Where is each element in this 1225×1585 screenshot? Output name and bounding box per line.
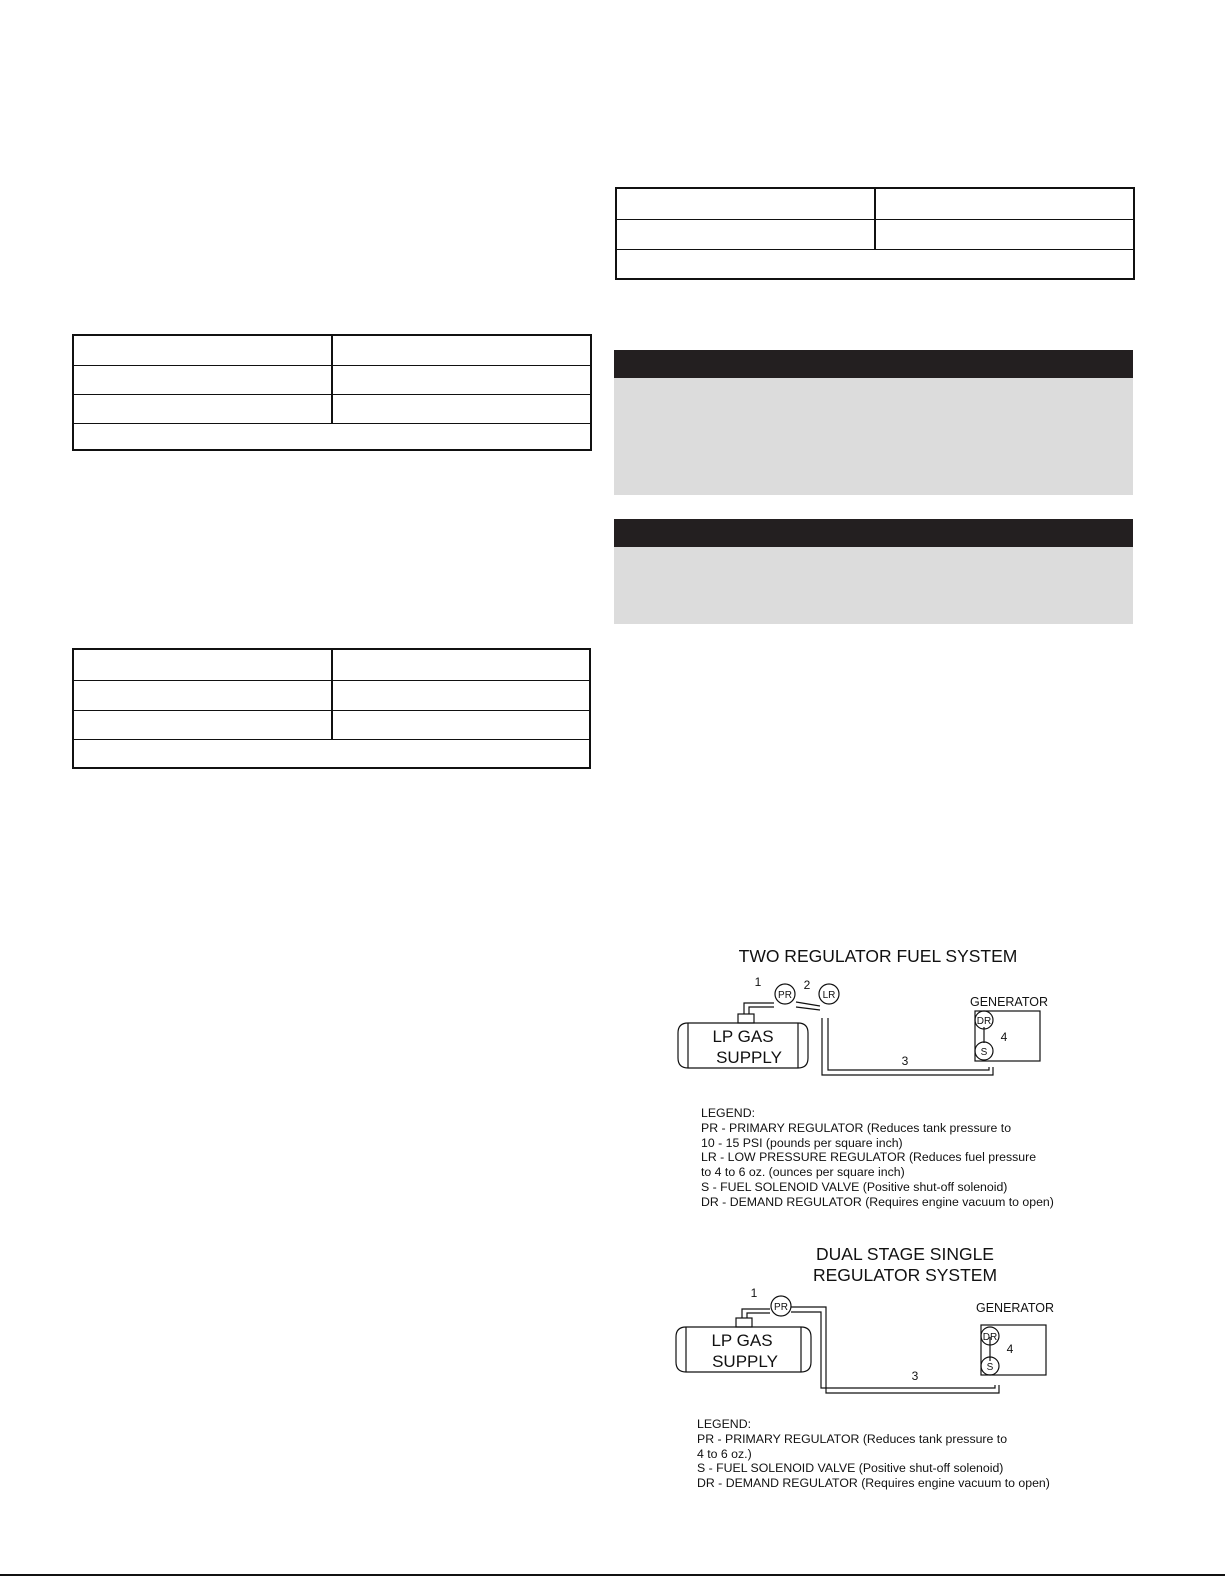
diagram2-legend <box>697 1417 1050 1491</box>
table-row <box>74 336 590 365</box>
tank-label-line1: LP GAS <box>711 1331 773 1350</box>
table-row <box>617 219 1133 249</box>
diagram2-schematic <box>670 1283 1070 1403</box>
tank-label-line1: LP GAS <box>712 1027 774 1046</box>
legend-line: 10 - 15 PSI (pounds per square inch) <box>701 1135 903 1150</box>
table-row <box>74 423 590 424</box>
tank-label-line2: SUPPLY <box>716 1048 782 1067</box>
pipe-number-3: 3 <box>911 1369 919 1383</box>
pipe-number-4: 4 <box>1000 1030 1008 1044</box>
table-left-1 <box>72 334 592 451</box>
legend-line: DR - DEMAND REGULATOR (Requires engine vacuum to open) <box>697 1476 1050 1491</box>
dr-label: DR <box>976 1016 992 1027</box>
tank-label-line2: SUPPLY <box>712 1352 778 1371</box>
legend-line: LR - LOW PRESSURE REGULATOR (Reduces fuel pressure <box>701 1150 1037 1165</box>
diagram1-schematic <box>670 975 1070 1095</box>
table-left-2 <box>72 648 591 769</box>
notice-header-bar <box>614 519 1133 547</box>
diagram2-title-line2: REGULATOR SYSTEM <box>812 1265 998 1285</box>
table-row <box>617 249 1133 250</box>
diagram2-title <box>760 1244 1050 1286</box>
legend-line: LEGEND: <box>697 1417 751 1431</box>
table-top-right <box>615 187 1135 280</box>
lr-label: LR <box>822 990 836 1001</box>
table-row <box>74 650 589 680</box>
diagram2-title-line1: DUAL STAGE SINGLE <box>816 1244 994 1264</box>
legend-line: DR - DEMAND REGULATOR (Requires engine vacuum to open) <box>701 1194 1054 1209</box>
table-row <box>74 394 590 423</box>
pipe-number-1: 1 <box>754 975 762 989</box>
pipe-number-3: 3 <box>901 1054 909 1068</box>
s-label: S <box>986 1362 994 1373</box>
table-row <box>74 739 589 740</box>
pipe-number-4: 4 <box>1006 1342 1014 1356</box>
s-label: S <box>980 1047 988 1058</box>
footer-rule <box>0 1574 1225 1576</box>
notice-box-2 <box>614 519 1133 624</box>
diagram1-title: TWO REGULATOR FUEL SYSTEM <box>738 946 1018 966</box>
notice-box-1 <box>614 350 1133 495</box>
pipe-number-2: 2 <box>803 978 811 992</box>
generator-label: GENERATOR <box>969 995 1049 1009</box>
generator-label: GENERATOR <box>975 1301 1055 1315</box>
dr-label: DR <box>982 1332 998 1343</box>
table-row <box>74 365 590 394</box>
diagram1-legend <box>701 1106 1054 1210</box>
legend-line: to 4 to 6 oz. (ounces per square inch) <box>701 1165 905 1180</box>
pipe-number-1: 1 <box>750 1286 758 1300</box>
legend-line: LEGEND: <box>701 1106 755 1120</box>
pr-label: PR <box>778 990 792 1001</box>
table-row <box>617 189 1133 219</box>
legend-line: S - FUEL SOLENOID VALVE (Positive shut-off solenoid) <box>701 1179 1008 1194</box>
legend-line: PR - PRIMARY REGULATOR (Reduces tank pressure to <box>697 1431 1008 1446</box>
table-row <box>74 710 589 739</box>
notice-header-bar <box>614 350 1133 378</box>
legend-line: PR - PRIMARY REGULATOR (Reduces tank pressure to <box>701 1120 1012 1135</box>
legend-line: 4 to 6 oz.) <box>697 1446 752 1461</box>
legend-line: S - FUEL SOLENOID VALVE (Positive shut-off solenoid) <box>697 1461 1004 1476</box>
table-row <box>74 680 589 710</box>
pr-label: PR <box>774 1302 788 1313</box>
